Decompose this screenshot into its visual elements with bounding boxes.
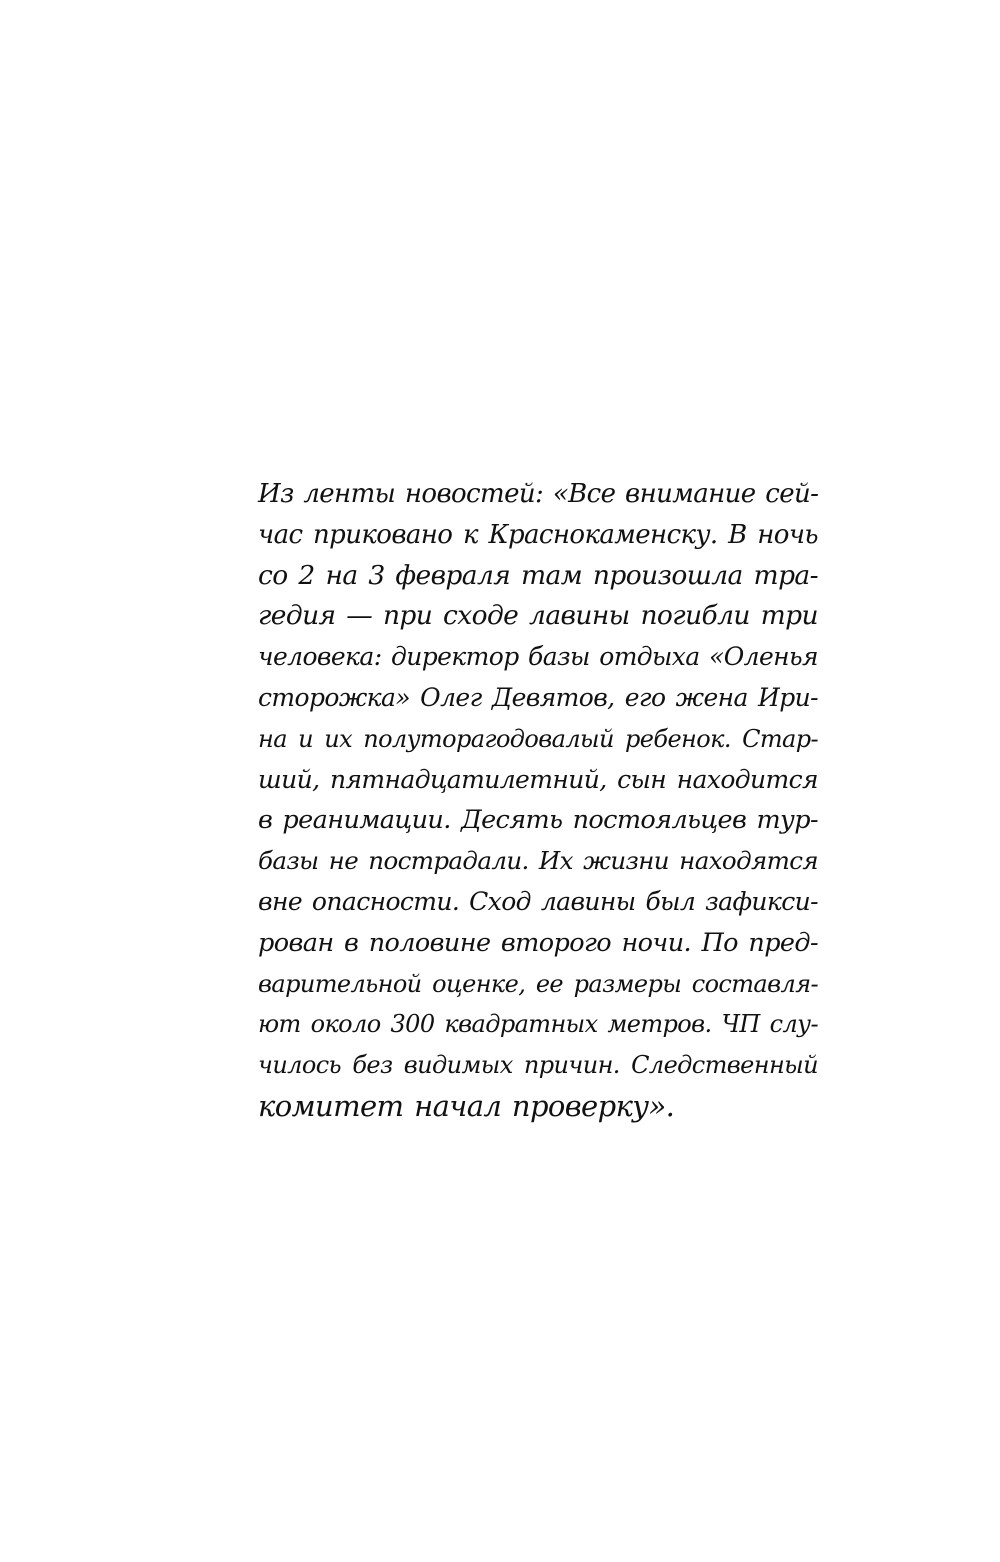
epigraph-line: час приковано к Краснокаменску. В ночь <box>258 519 818 550</box>
epigraph-line: гедия — при сходе лавины погибли три <box>258 600 818 632</box>
epigraph-line: человека: директор базы отдыха «Оленья <box>258 642 818 672</box>
news-epigraph <box>258 474 818 1127</box>
epigraph-line: ший, пятнадцатилетний, сын находится <box>258 764 818 794</box>
epigraph-line: базы не пострадали. Их жизни находятся <box>258 846 818 876</box>
epigraph-line: со 2 на 3 февраля там произошла тра- <box>258 559 818 591</box>
epigraph-line: на и их полуторагодовалый ребенок. Стар- <box>258 724 818 753</box>
epigraph-line: сторожка» Олег Девятов, его жена Ири- <box>258 682 818 712</box>
epigraph-line-last: комитет начал проверку». <box>258 1088 675 1123</box>
epigraph-line: Из ленты новостей: «Все внимание сей- <box>258 479 819 509</box>
epigraph-line: чилось без видимых причин. Следственный <box>258 1051 818 1080</box>
epigraph-line: варительной оценке, ее размеры составля- <box>258 969 818 998</box>
epigraph-line: в реанимации. Десять постояльцев тур- <box>258 805 818 836</box>
epigraph-line: ют около 300 квадратных метров. ЧП слу- <box>258 1010 818 1039</box>
epigraph-line: рован в половине второго ночи. По пред- <box>258 927 818 958</box>
epigraph-line: вне опасности. Сход лавины был зафикси- <box>258 886 818 916</box>
